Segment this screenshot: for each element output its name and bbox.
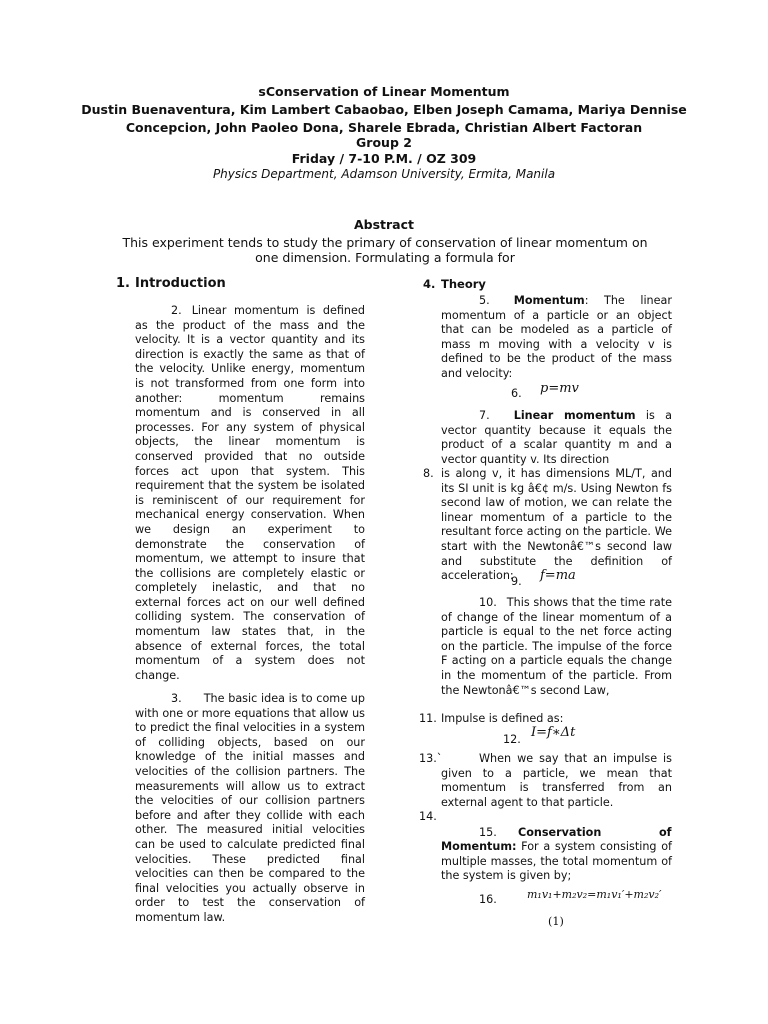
intro-paragraph-3 bbox=[135, 692, 365, 926]
authors-line-1: Dustin Buenaventura, Kim Lambert Cabaobao, Elben Joseph Camama, Mariya Dennise bbox=[81, 102, 687, 117]
group-label: Group 2 bbox=[356, 135, 412, 150]
n5: 5. bbox=[479, 294, 490, 307]
intro-heading: Introduction bbox=[135, 276, 226, 291]
p15-text: For a system consisting of multiple masses, the total momentum of the system is given by; bbox=[441, 840, 672, 883]
equation-label: (1) bbox=[548, 915, 564, 928]
p3-text: The basic idea is to come up with one or more equations that allow us to predict the final velocities in a system of colliding objects, based on our knowledge of the initial masses and velocities of the collision partners. The measurements will allow us to extract the velocities of our collision partners before and after they collide with each other. The measured initial velocities can be used to calculate predicted final velocities. These predicted final velocities can then be compared to the final velocities you actually observe in order to test the conservation of momentum law. bbox=[135, 692, 365, 924]
p2-number: 2. bbox=[171, 304, 182, 317]
theory-paragraph-8 bbox=[441, 467, 672, 584]
p8-text: is along v, it has dimensions ML/T, and its SI unit is kg â€¢ m/s. Using Newton fs second law of motion, we can relate the linear momentum of a particle to the resultant force acting on the particle. We start with the Newtonâ€™s second law and substitute the definition of acceleration: bbox=[441, 467, 672, 583]
n11: 11. bbox=[419, 712, 437, 725]
affiliation: Physics Department, Adamson University, Ermita, Manila bbox=[212, 167, 556, 181]
p5-text: : The linear momentum of a particle or an object that can be modeled as a particle of mass m moving with a velocity v is defined to be the product of the mass and velocity: bbox=[441, 294, 672, 380]
n13: 13.` bbox=[419, 752, 443, 765]
n10: 10. bbox=[479, 596, 497, 609]
equation-impulse: I=f∗Δt bbox=[531, 725, 576, 740]
n15: 15. bbox=[479, 826, 497, 839]
p2-text: Linear momentum is defined as the product of the mass and the velocity. It is a vector quantity and its direction is exactly the same as that of the velocity. Unlike energy, momentum is not transformed from one form into another: momentum remains momentum and is conserved in all processes. For any system of physical objects, the linear momentum is conserved provided that no outside forces act upon that system. This requirement that the system be isolated is reminiscent of our requirement for mechanical energy conservation. When we design an experiment to demonstrate the conservation of momentum, we attempt to insure that the collisions are completely elastic or completely inelastic, and that no external forces act on our well defined colliding system. The conservation of momentum law states that, in the absence of external forces, the total momentum of a system does not change. bbox=[135, 304, 365, 682]
of-term: of bbox=[659, 826, 672, 839]
n9: 9. bbox=[511, 575, 522, 588]
schedule-line: Friday / 7-10 P.M. / OZ 309 bbox=[291, 151, 477, 166]
abstract-text: This experiment tends to study the primary of conservation of linear momentum on one dimension. Formulating a formula for bbox=[122, 235, 648, 265]
momentum-term-2: Momentum: bbox=[441, 840, 517, 853]
theory-paragraph-10 bbox=[441, 596, 672, 698]
equation-p-mv: p=mv bbox=[540, 381, 579, 396]
theory-paragraph-13 bbox=[441, 752, 672, 810]
p3-number: 3. bbox=[171, 692, 182, 705]
linear-momentum-term: Linear momentum bbox=[513, 409, 636, 422]
theory-paragraph-7 bbox=[441, 409, 672, 467]
paper-title: sConservation of Linear Momentum bbox=[258, 84, 510, 99]
n14: 14. bbox=[419, 810, 437, 823]
p10-text: This shows that the time rate of change of the linear momentum of a particle is equal to the net force acting on the particle. The impulse of the force F acting on a particle equals the change in the momentum of the particle. From the Newtonâ€™s second Law, bbox=[441, 596, 672, 697]
theory-paragraph-15 bbox=[441, 840, 672, 884]
intro-number: 1. bbox=[116, 276, 130, 291]
intro-paragraph-2 bbox=[135, 304, 365, 683]
p13-text: When we say that an impulse is given to a particle, we mean that momentum is transferred from an external agent to that particle. bbox=[441, 752, 672, 809]
equation-f-ma: f=ma bbox=[540, 568, 576, 583]
p7-text: is a vector quantity because it equals the product of a scalar quantity m and a vector quantity v. Its direction bbox=[441, 409, 673, 466]
theory-heading: Theory bbox=[441, 277, 486, 291]
theory-paragraph-5 bbox=[441, 294, 672, 382]
n6: 6. bbox=[511, 387, 522, 400]
authors-line-2: Concepcion, John Paoleo Dona, Sharele Ebrada, Christian Albert Factoran bbox=[125, 120, 643, 135]
n7: 7. bbox=[479, 409, 490, 422]
momentum-term: Momentum bbox=[513, 294, 585, 307]
n16: 16. bbox=[479, 893, 497, 906]
n8: 8. bbox=[423, 467, 434, 480]
abstract-heading: Abstract bbox=[353, 217, 415, 232]
equation-conservation: m₁v₁+m₂v₂=m₁v₁′+m₂v₂′ bbox=[527, 888, 662, 901]
theory-number: 4. bbox=[423, 277, 436, 291]
n12: 12. bbox=[503, 733, 521, 746]
impulse-def: Impulse is defined as: bbox=[441, 712, 564, 725]
conservation-term: Conservation bbox=[518, 826, 602, 839]
